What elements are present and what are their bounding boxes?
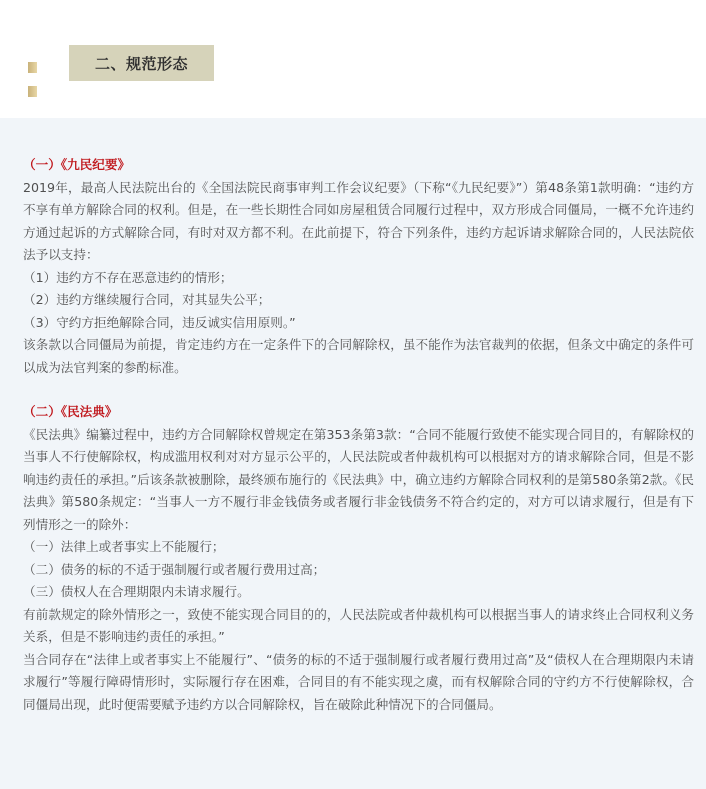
- list-item: （三）债权人在合理期限内未请求履行。: [23, 584, 250, 599]
- paragraph: 《民法典》编纂过程中，违约方合同解除权曾规定在第353条第3款：“合同不能履行致使不能实现合同目的，有解除权的当事人不行使解除权，构成滥用权利对对方显示公平的，人民法院或者仲裁机构可以根据对方的请求解除合同，但是不影响违约责任的承担。”后该条款被删除，最终颁布施行的《民法典》中，确立违约方解除合同权利的是第580条第2款。《民法典》第580条规定：“当事人一方不履行非金钱债务或者履行非金钱债务不符合约定的，对方可以请求履行，但是有下列情形之一的除外：: [23, 426, 694, 532]
- paragraph: 当合同存在“法律上或者事实上不能履行”、“债务的标的不适于强制履行或者履行费用过高”及“债权人在合理期限内未请求履行”等履行障碍情形时，实际履行存在困难，合同目的有不能实现之虞，而有权解除合同的守约方不行使解除权，合同僵局出现，此时便需要赋予违约方以合同解除权，旨在破除此种情况下的合同僵局。: [23, 651, 694, 712]
- subsection-title-jiumin: （一）《九民纪要》: [23, 157, 131, 172]
- list-item: （2）违约方继续履行合同，对其显失公平；: [23, 292, 271, 307]
- paragraph: 该条款以合同僵局为前提，肯定违约方在一定条件下的合同解除权，虽不能作为法官裁判的依据，但条文中确定的条件可以成为法官判案的参酌标准。: [23, 337, 694, 375]
- decorative-square-top: [28, 62, 37, 73]
- list-item: （二）债务的标的不适于强制履行或者履行费用过高；: [23, 561, 326, 577]
- list-item: （一）法律上或者事实上不能履行；: [23, 539, 225, 554]
- section-heading: 二、规范形态: [94, 54, 188, 73]
- decorative-square-bottom: [28, 86, 37, 97]
- paragraph: 有前款规定的除外情形之一，致使不能实现合同目的的，人民法院或者仲裁机构可以根据当事人的请求终止合同权利义务关系，但是不影响违约责任的承担。”: [23, 606, 694, 644]
- list-item: （3）守约方拒绝解除合同，违反诚实信用原则。”: [23, 314, 296, 330]
- subsection-title-civil-code: （二）《民法典》: [23, 404, 118, 419]
- section-heading-box: [69, 45, 214, 81]
- section-gap: [23, 379, 694, 401]
- header-area: [0, 0, 706, 118]
- list-item: （1）违约方不存在恶意违约的情形；: [23, 269, 233, 285]
- article-body: [0, 118, 706, 789]
- paragraph: 2019年，最高人民法院出台的《全国法院民商事审判工作会议纪要》（下称“《九民纪要》”）第48条第1款明确：“违约方不享有单方解除合同的权利。但是，在一些长期性合同如房屋租赁合同履行过程中，双方形成合同僵局，一概不允许违约方通过起诉的方式解除合同，有时对双方都不利。在此前提下，符合下列条件，违约方起诉请求解除合同的，人民法院依法予以支持：: [23, 179, 694, 262]
